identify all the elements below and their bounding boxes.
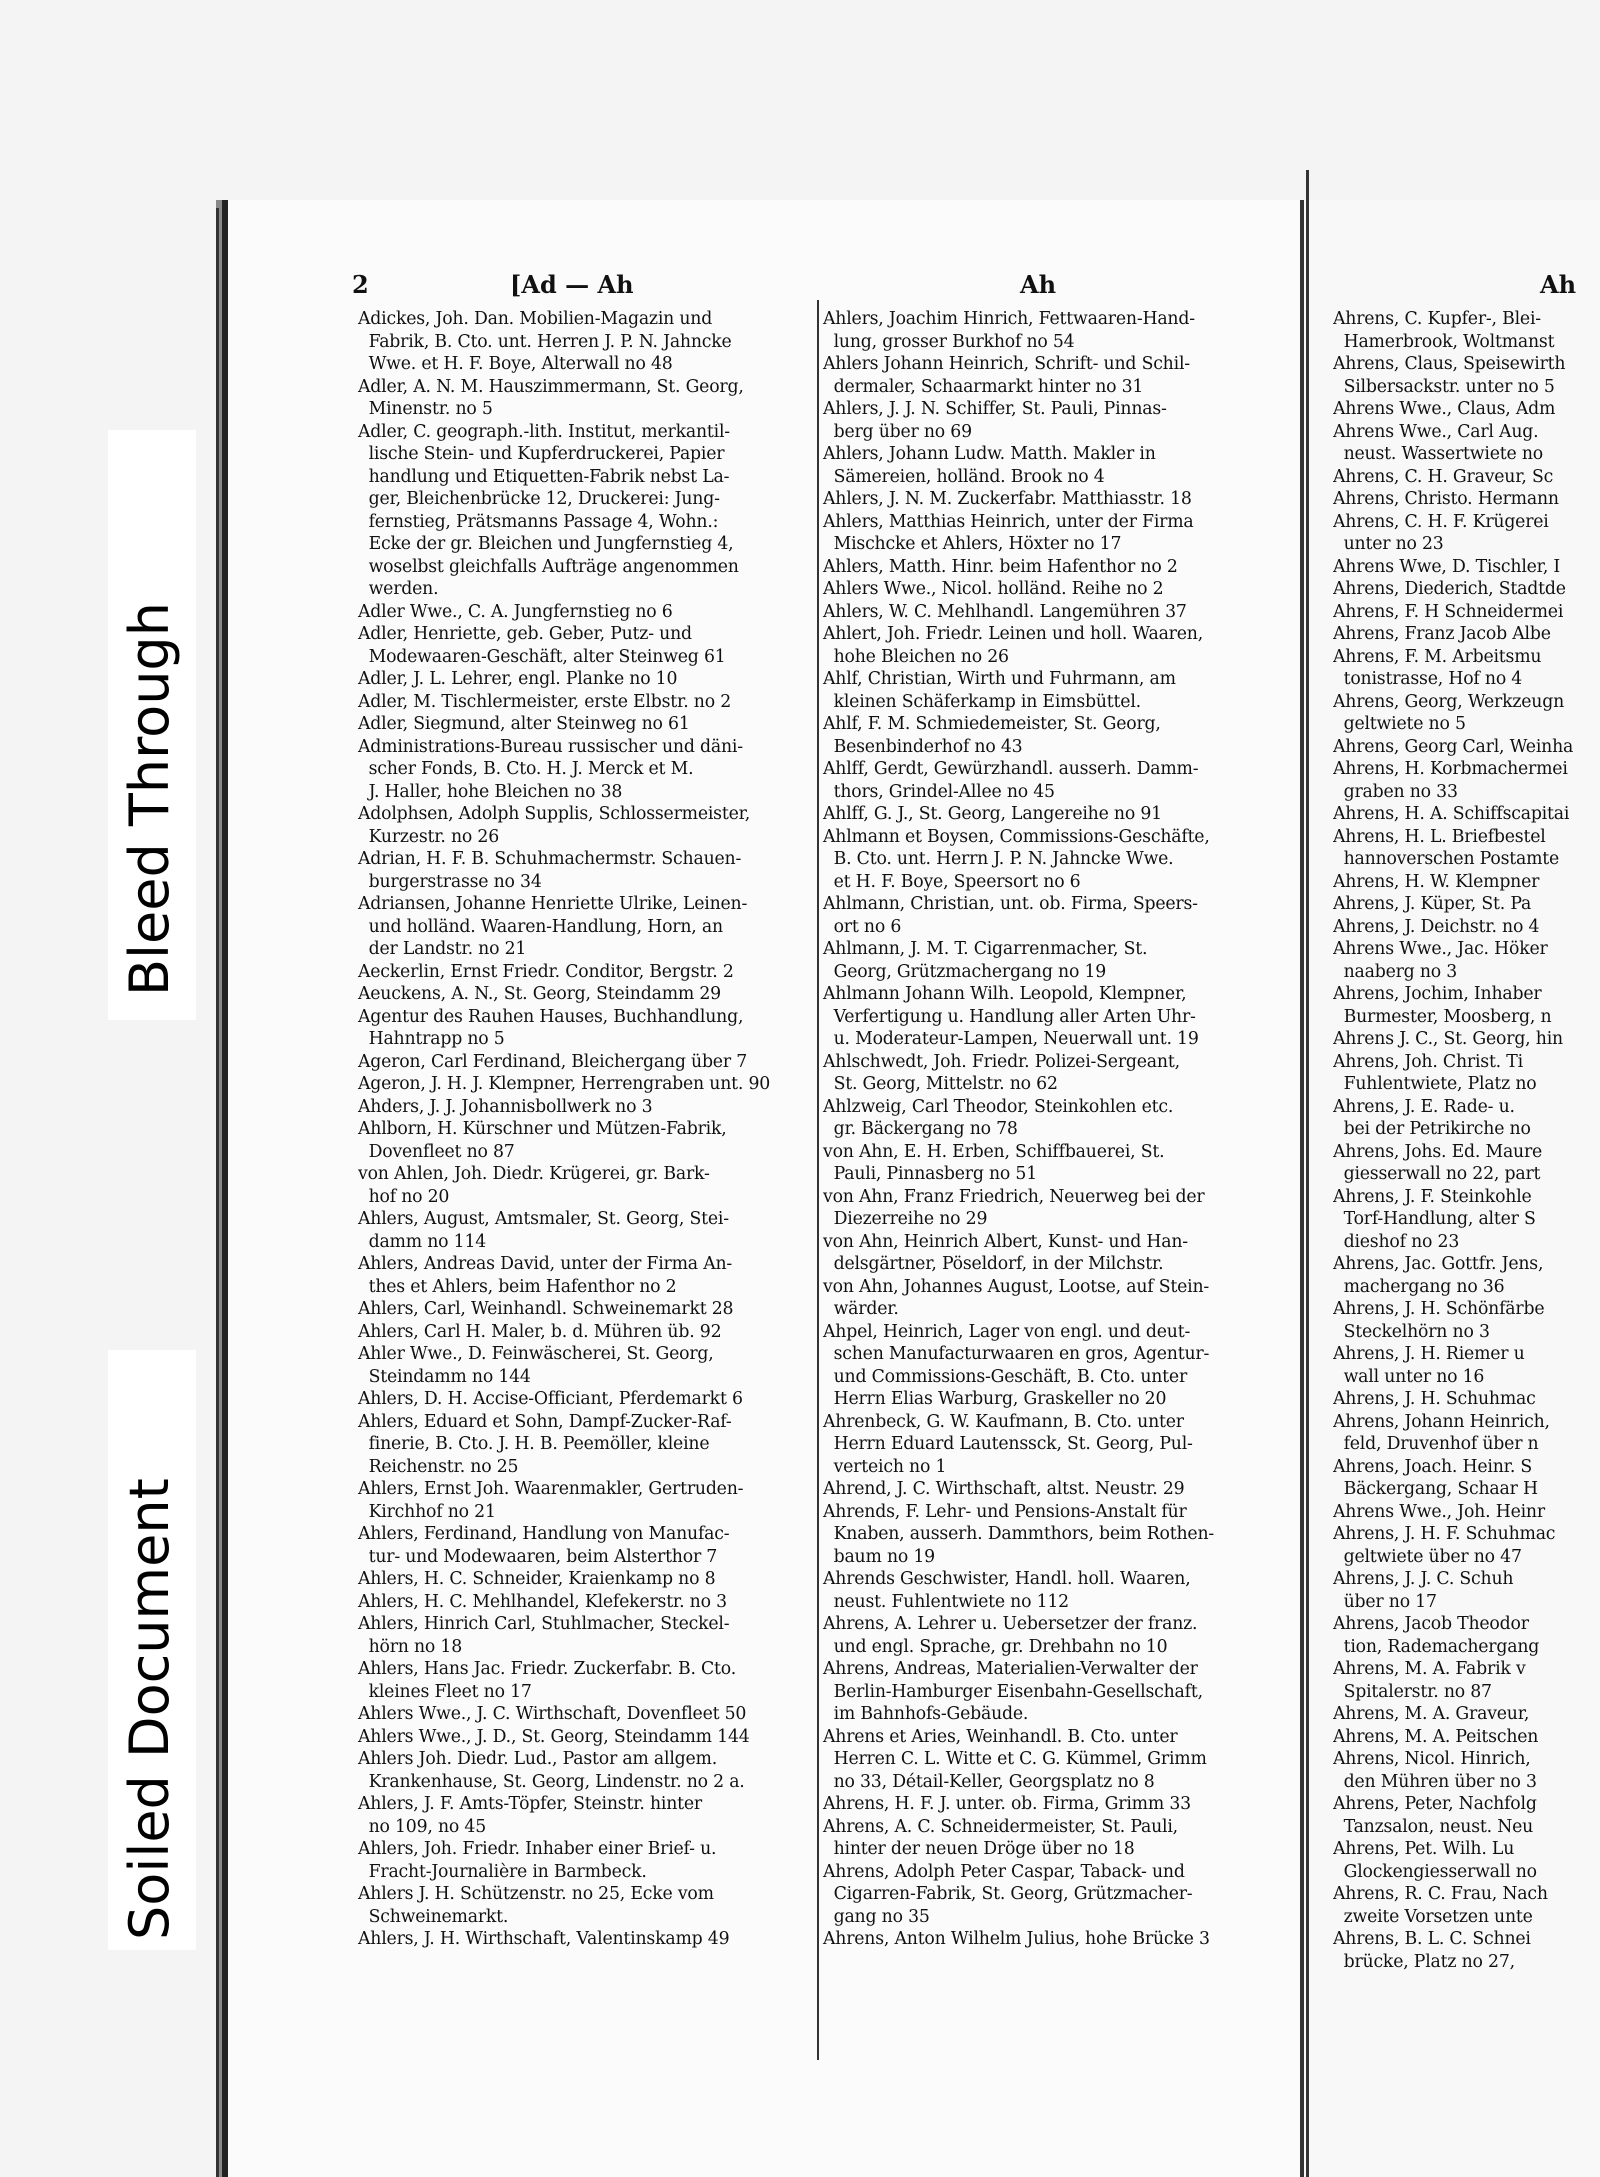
entry-line: Ahlers, J. F. Amts-Töpfer, Steinstr. hinter	[358, 1794, 702, 1814]
entry-line: berg über no 69	[823, 421, 972, 442]
entry-line: Ahrens, Pet. Wilh. Lu	[1333, 1839, 1515, 1859]
entry-line: J. Haller, hohe Bleichen no 38	[358, 781, 623, 802]
entry-line: Ahrens, Joach. Heinr. S	[1333, 1456, 1533, 1477]
entry-line: Verfertigung u. Handlung aller Arten Uhr-	[823, 1006, 1196, 1027]
bleed-through-label: Bleed Through	[118, 602, 181, 996]
entry-line: im Bahnhofs-Gebäude.	[823, 1704, 1029, 1724]
entry-line: Ahrens, Adolph Peter Caspar, Taback- und	[823, 1861, 1185, 1882]
entry-line: Adrian, H. F. B. Schuhmachermstr. Schauen-	[358, 849, 742, 869]
entry-line: der Landstr. no 21	[358, 939, 527, 959]
page-edge	[216, 208, 219, 2177]
entry-line: Ahrens, C. Kupfer-, Blei-	[1333, 309, 1541, 329]
entry-line: Glockengiesserwall no	[1333, 1861, 1537, 1882]
entry-line: Ahrens, A. C. Schneidermeister, St. Pauli,	[823, 1816, 1178, 1837]
entry-line: Krankenhause, St. Georg, Lindenstr. no 2 a.	[358, 1771, 745, 1792]
entry-line: Spitalerstr. no 87	[1333, 1681, 1492, 1702]
entry-line: lische Stein- und Kupferdruckerei, Papier	[358, 444, 725, 464]
entry-line: Ahlers, Andreas David, unter der Firma An-	[358, 1254, 733, 1274]
entry-line: Ahrens, Peter, Nachfolg	[1333, 1794, 1537, 1814]
entry-line: Ahlers, D. H. Accise-Officiant, Pferdemarkt 6	[358, 1389, 743, 1409]
entry-line: und holländ. Waaren-Handlung, Horn, an	[358, 916, 723, 937]
entry-line: Ahlers, Hinrich Carl, Stuhlmacher, Steckel-	[358, 1614, 730, 1634]
entry-line: Ahrens et Aries, Weinhandl. B. Cto. unter	[823, 1726, 1178, 1747]
entry-line: Ahler Wwe., D. Feinwäscherei, St. Georg,	[358, 1344, 714, 1364]
entry-line: Ahrens, Claus, Speisewirth	[1333, 354, 1566, 374]
entry-line: Ahrens, Jacob Theodor	[1333, 1614, 1529, 1634]
directory-column-3	[1333, 308, 1595, 2068]
entry-line: Adler, Henriette, geb. Geber, Putz- und	[358, 624, 692, 644]
entry-line: dieshof no 23	[1333, 1231, 1460, 1252]
entry-line: Ahrens Wwe., Joh. Heinr	[1333, 1501, 1545, 1522]
entry-line: Ahrens, M. A. Fabrik v	[1333, 1659, 1526, 1679]
entry-line: Ahlers, August, Amtsmaler, St. Georg, Stei-	[358, 1209, 729, 1229]
entry-line: von Ahn, Franz Friedrich, Neuerweg bei der	[823, 1186, 1205, 1207]
entry-line: no 109, no 45	[358, 1816, 487, 1837]
entry-line: Ahrens, C. H. F. Krügerei	[1333, 511, 1549, 532]
entry-line: Ahrens Wwe, D. Tischler, I	[1333, 556, 1561, 577]
entry-line: Adler, Siegmund, alter Steinweg no 61	[358, 714, 690, 734]
entry-line: fernstieg, Prätsmanns Passage 4, Wohn.:	[358, 511, 719, 532]
entry-line: naaberg no 3	[1333, 961, 1458, 982]
entry-line: Ahrens, Jac. Gottfr. Jens,	[1333, 1254, 1544, 1274]
entry-line: hohe Bleichen no 26	[823, 646, 1009, 667]
entry-line: Ahrens, R. C. Frau, Nach	[1333, 1884, 1548, 1904]
entry-line: St. Georg, Mittelstr. no 62	[823, 1074, 1058, 1094]
entry-line: Ahlers Joh. Diedr. Lud., Pastor am allgem.	[358, 1749, 718, 1769]
entry-line: geltwiete no 5	[1333, 714, 1466, 734]
entry-line: Ahrens, Johs. Ed. Maure	[1333, 1141, 1543, 1162]
entry-line: machergang no 36	[1333, 1276, 1505, 1297]
entry-line: dermaler, Schaarmarkt hinter no 31	[823, 376, 1144, 397]
entry-line: Ahrens, J. H. F. Schuhmac	[1333, 1524, 1556, 1544]
entry-line: Ahlers, H. C. Schneider, Kraienkamp no 8	[358, 1569, 716, 1589]
entry-line: ort no 6	[823, 916, 902, 937]
entry-line: Ahrens, Nicol. Hinrich,	[1333, 1749, 1531, 1769]
entry-line: Ahrens, H. A. Schiffscapitai	[1333, 804, 1570, 824]
entry-line: Ahlers J. H. Schützenstr. no 25, Ecke vom	[358, 1884, 714, 1904]
entry-line: Ahlers, Matthias Heinrich, unter der Firma	[823, 511, 1194, 532]
entry-line: Ahrens, H. L. Briefbestel	[1333, 826, 1546, 847]
entry-line: Wwe. et H. F. Boye, Alterwall no 48	[358, 354, 673, 374]
page-number: 2	[352, 270, 369, 299]
entry-line: Adolphsen, Adolph Supplis, Schlossermeister,	[358, 804, 751, 824]
entry-line: Ahlmann, Christian, unt. ob. Firma, Speers-	[823, 894, 1198, 914]
entry-line: Herren C. L. Witte et C. G. Kümmel, Grimm	[823, 1749, 1207, 1769]
entry-line: Ahrens, J. H. Riemer u	[1333, 1344, 1525, 1364]
soiled-document-label: Soiled Document	[118, 1478, 181, 1940]
running-head-left: [Ad — Ah	[510, 270, 634, 299]
entry-line: Fracht-Journalière in Barmbeck.	[358, 1861, 647, 1882]
entry-line: Knaben, ausserh. Dammthors, beim Rothen-	[823, 1524, 1215, 1544]
entry-line: Georg, Grützmachergang no 19	[823, 961, 1107, 982]
entry-line: delsgärtner, Pöseldorf, in der Milchstr.	[823, 1254, 1164, 1274]
entry-line: Ecke der gr. Bleichen und Jungfernstieg 4,	[358, 534, 734, 554]
entry-line: Ahlers, Matth. Hinr. beim Hafenthor no 2	[823, 556, 1178, 577]
entry-line: Ahrens, J. Küper, St. Pa	[1333, 894, 1532, 914]
entry-line: Berlin-Hamburger Eisenbahn-Gesellschaft,	[823, 1681, 1203, 1702]
entry-line: Aeuckens, A. N., St. Georg, Steindamm 29	[358, 984, 721, 1004]
entry-line: giesserwall no 22, part	[1333, 1164, 1541, 1184]
entry-line: thors, Grindel-Allee no 45	[823, 781, 1055, 802]
entry-line: Ahlers, Ferdinand, Handlung von Manufac-	[358, 1524, 730, 1544]
entry-line: Adler, M. Tischlermeister, erste Elbstr. no 2	[358, 691, 732, 712]
entry-line: Ahrend, J. C. Wirthschaft, altst. Neustr. 29	[823, 1479, 1185, 1499]
entry-line: unter no 23	[1333, 534, 1444, 554]
entry-line: hörn no 18	[358, 1636, 463, 1657]
entry-line: Ahlers, Hans Jac. Friedr. Zuckerfabr. B. Cto.	[358, 1659, 736, 1679]
entry-line: Ahrens Wwe., Carl Aug.	[1333, 421, 1539, 442]
entry-line: Silbersackstr. unter no 5	[1333, 376, 1555, 397]
entry-line: et H. F. Boye, Speersort no 6	[823, 871, 1081, 892]
entry-line: Ahlff, G. J., St. Georg, Langereihe no 91	[823, 804, 1162, 824]
column-divider	[817, 300, 819, 2060]
entry-line: Adriansen, Johanne Henriette Ulrike, Leinen-	[358, 894, 748, 914]
entry-line: Adickes, Joh. Dan. Mobilien-Magazin und	[358, 309, 713, 329]
entry-line: tur- und Modewaaren, beim Alsterthor 7	[358, 1546, 718, 1567]
entry-line: Ahlf, Christian, Wirth und Fuhrmann, am	[823, 669, 1176, 689]
entry-line: no 33, Détail-Keller, Georgsplatz no 8	[823, 1771, 1155, 1792]
entry-line: Ahrens, Christo. Hermann	[1333, 489, 1559, 509]
entry-line: Fuhlentwiete, Platz no	[1333, 1074, 1537, 1094]
entry-line: Ahlff, Gerdt, Gewürzhandl. ausserh. Damm-	[823, 759, 1199, 779]
entry-line: Ahrens Wwe., Jac. Höker	[1333, 939, 1548, 959]
entry-line: Ahrens, A. Lehrer u. Uebersetzer der franz.	[823, 1614, 1198, 1634]
entry-line: u. Moderateur-Lampen, Neuerwall unt. 19	[823, 1029, 1199, 1049]
entry-line: Ahrens, F. H Schneidermei	[1333, 601, 1564, 622]
entry-line: kleines Fleet no 17	[358, 1681, 532, 1702]
entry-line: Cigarren-Fabrik, St. Georg, Grützmacher-	[823, 1884, 1193, 1904]
directory-column-2	[823, 308, 1283, 1951]
entry-line: Ahrens, B. L. C. Schnei	[1333, 1929, 1531, 1949]
entry-line: Dovenfleet no 87	[358, 1141, 515, 1162]
entry-line: hannoverschen Postamte	[1333, 849, 1560, 869]
entry-line: Ahrens, Franz Jacob Albe	[1333, 624, 1551, 644]
entry-line: graben no 33	[1333, 781, 1458, 802]
entry-line: wärder.	[823, 1299, 899, 1319]
entry-line: Burmester, Moosberg, n	[1333, 1006, 1552, 1027]
entry-line: Ahlers, Johann Ludw. Matth. Makler in	[823, 444, 1156, 464]
entry-line: Ahrens, Diederich, Stadtde	[1333, 579, 1566, 599]
entry-line: scher Fonds, B. Cto. H. J. Merck et M.	[358, 759, 694, 779]
entry-line: Ahrens, F. M. Arbeitsmu	[1333, 646, 1542, 667]
entry-line: Ahlmann Johann Wilh. Leopold, Klempner,	[823, 984, 1187, 1004]
entry-line: Ahrens, J. E. Rade- u.	[1333, 1096, 1515, 1117]
entry-line: Ahlers, J. N. M. Zuckerfabr. Matthiasstr. 18	[823, 489, 1192, 509]
entry-line: Ahlers Wwe., J. D., St. Georg, Steindamm 144	[358, 1726, 750, 1747]
entry-line: Ahrens, M. A. Graveur,	[1333, 1704, 1530, 1724]
entry-line: Ahders, J. J. Johannisbollwerk no 3	[358, 1096, 653, 1117]
entry-line: Ahlborn, H. Kürschner und Mützen-Fabrik,	[358, 1119, 727, 1139]
entry-line: Ahrens, J. H. Schuhmac	[1333, 1389, 1536, 1409]
entry-line: neust. Wassertwiete no	[1333, 444, 1543, 464]
entry-line: zweite Vorsetzen unte	[1333, 1906, 1533, 1927]
entry-line: brücke, Platz no 27,	[1333, 1951, 1515, 1972]
entry-line: Ahlers, J. H. Wirthschaft, Valentinskamp 49	[358, 1929, 730, 1949]
entry-line: Ahrens, Jochim, Inhaber	[1333, 984, 1542, 1004]
entry-line: Adler, A. N. M. Hauszimmermann, St. Georg,	[358, 376, 744, 397]
entry-line: Ahrens Wwe., Claus, Adm	[1333, 399, 1556, 419]
entry-line: Steckelhörn no 3	[1333, 1321, 1490, 1342]
entry-line: Ahlers, H. C. Mehlhandel, Klefekerstr. no 3	[358, 1591, 727, 1612]
entry-line: Ahrends Geschwister, Handl. holl. Waaren,	[823, 1569, 1191, 1589]
page-gutter	[1306, 170, 1309, 2177]
entry-line: Ahlert, Joh. Friedr. Leinen und holl. Waaren,	[823, 624, 1203, 644]
entry-line: Ahrens, Georg, Werkzeugn	[1333, 691, 1564, 712]
entry-line: bei der Petrikirche no	[1333, 1119, 1531, 1139]
entry-line: Ahlzweig, Carl Theodor, Steinkohlen etc.	[823, 1096, 1174, 1117]
entry-line: ger, Bleichenbrücke 12, Druckerei: Jung-	[358, 489, 720, 509]
entry-line: Ahrens, J. H. Schönfärbe	[1333, 1299, 1545, 1319]
entry-line: Mischcke et Ahlers, Höxter no 17	[823, 534, 1122, 554]
entry-line: Ahrens, M. A. Peitschen	[1333, 1726, 1539, 1747]
entry-line: gr. Bäckergang no 78	[823, 1119, 1018, 1139]
entry-line: Ahrenbeck, G. W. Kaufmann, B. Cto. unter	[823, 1411, 1184, 1432]
entry-line: Ahpel, Heinrich, Lager von engl. und deut-	[823, 1321, 1191, 1342]
entry-line: Pauli, Pinnasberg no 51	[823, 1164, 1038, 1184]
entry-line: Ahlers, Carl H. Maler, b. d. Mühren üb. 92	[358, 1321, 722, 1342]
entry-line: tion, Rademachergang	[1333, 1636, 1540, 1657]
entry-line: handlung und Etiquetten-Fabrik nebst La-	[358, 466, 730, 487]
entry-line: Ahlers, Eduard et Sohn, Dampf-Zucker-Raf-	[358, 1411, 732, 1432]
entry-line: Ahrens, J. Deichstr. no 4	[1333, 916, 1540, 937]
entry-line: Ahrens, Johann Heinrich,	[1333, 1411, 1550, 1432]
entry-line: von Ahn, Heinrich Albert, Kunst- und Han-	[823, 1231, 1188, 1252]
entry-line: Ahrens, H. W. Klempner	[1333, 871, 1540, 892]
entry-line: Ahrens, Joh. Christ. Ti	[1333, 1051, 1523, 1072]
entry-line: baum no 19	[823, 1546, 935, 1567]
directory-column-1	[358, 308, 813, 1951]
entry-line: verteich no 1	[823, 1456, 947, 1477]
entry-line: werden.	[358, 579, 439, 599]
entry-line: Ahrends, F. Lehr- und Pensions-Anstalt für	[823, 1501, 1187, 1522]
entry-line: woselbst gleichfalls Aufträge angenommen	[358, 556, 739, 577]
entry-line: Ageron, J. H. J. Klempner, Herrengraben unt. 90	[358, 1074, 771, 1094]
entry-line: Reichenstr. no 25	[358, 1456, 519, 1477]
entry-line: Adler Wwe., C. A. Jungfernstieg no 6	[358, 601, 673, 622]
running-head-middle: Ah	[1020, 270, 1057, 299]
entry-line: Ahlers, Carl, Weinhandl. Schweinemarkt 28	[358, 1299, 734, 1319]
entry-line: Hahntrapp no 5	[358, 1029, 505, 1049]
entry-line: Ahlers Wwe., J. C. Wirthschaft, Dovenfleet 50	[358, 1704, 747, 1724]
entry-line: finerie, B. Cto. J. H. B. Peemöller, kleine	[358, 1434, 710, 1454]
entry-line: neust. Fuhlentwiete no 112	[823, 1591, 1069, 1612]
entry-line: Ahrens, Anton Wilhelm Julius, hohe Brücke 3	[823, 1929, 1210, 1949]
entry-line: Ahrens, Andreas, Materialien-Verwalter der	[823, 1659, 1198, 1679]
entry-line: Minenstr. no 5	[358, 399, 493, 419]
entry-line: Schweinemarkt.	[358, 1906, 509, 1927]
entry-line: Ahlers, Joachim Hinrich, Fettwaaren-Hand-	[823, 309, 1195, 329]
entry-line: Besenbinderhof no 43	[823, 736, 1023, 757]
entry-line: Ahlers, Joh. Friedr. Inhaber einer Brief- u.	[358, 1839, 717, 1859]
entry-line: Aeckerlin, Ernst Friedr. Conditor, Bergstr. 2	[358, 961, 734, 982]
entry-line: Ahlschwedt, Joh. Friedr. Polizei-Sergeant,	[823, 1051, 1180, 1072]
entry-line: lung, grosser Burkhof no 54	[823, 331, 1075, 352]
entry-line: Kurzestr. no 26	[358, 826, 500, 847]
entry-line: Adler, C. geograph.-lith. Institut, merkantil-	[358, 421, 730, 442]
entry-line: Ahrens, H. F. J. unter. ob. Firma, Grimm 33	[823, 1794, 1191, 1814]
entry-line: von Ahn, Johannes August, Lootse, auf Stein-	[823, 1276, 1210, 1297]
entry-line: über no 17	[1333, 1591, 1437, 1612]
entry-line: Agentur des Rauhen Hauses, Buchhandlung,	[358, 1006, 744, 1027]
entry-line: gang no 35	[823, 1906, 930, 1927]
entry-line: burgerstrasse no 34	[358, 871, 542, 892]
entry-line: hof no 20	[358, 1186, 450, 1207]
entry-line: wall unter no 16	[1333, 1366, 1485, 1387]
entry-line: Ahlmann, J. M. T. Cigarrenmacher, St.	[823, 939, 1148, 959]
entry-line: Ahlers, W. C. Mehlhandl. Langemühren 37	[823, 601, 1187, 622]
entry-line: Tanzsalon, neust. Neu	[1333, 1816, 1534, 1837]
entry-line: kleinen Schäferkamp in Eimsbüttel.	[823, 691, 1141, 712]
entry-line: Diezerreihe no 29	[823, 1209, 988, 1229]
entry-line: von Ahn, E. H. Erben, Schiffbauerei, St.	[823, 1141, 1165, 1162]
entry-line: damm no 114	[358, 1231, 487, 1252]
entry-line: Ahlers Wwe., Nicol. holländ. Reihe no 2	[823, 579, 1164, 599]
entry-line: hinter der neuen Dröge über no 18	[823, 1839, 1135, 1859]
entry-line: geltwiete über no 47	[1333, 1546, 1522, 1567]
entry-line: Administrations-Bureau russischer und däni-	[358, 736, 743, 757]
entry-line: Ahlers, Ernst Joh. Waarenmakler, Gertruden-	[358, 1479, 744, 1499]
entry-line: Herrn Eduard Lautenssck, St. Georg, Pul-	[823, 1434, 1193, 1454]
entry-line: Steindamm no 144	[358, 1366, 531, 1387]
entry-line: Ahrens J. C., St. Georg, hin	[1333, 1029, 1563, 1049]
entry-line: und engl. Sprache, gr. Drehbahn no 10	[823, 1636, 1168, 1657]
entry-line: Ahrens, J. J. C. Schuh	[1333, 1569, 1514, 1589]
entry-line: Ahlf, F. M. Schmiedemeister, St. Georg,	[823, 714, 1161, 734]
running-head-right: Ah	[1540, 270, 1577, 299]
entry-line: Ahrens, Georg Carl, Weinha	[1333, 736, 1574, 757]
entry-line: Ahlmann et Boysen, Commissions-Geschäfte,	[823, 826, 1210, 847]
entry-line: feld, Druvenhof über n	[1333, 1434, 1539, 1454]
entry-line: schen Manufacturwaaren en gros, Agentur-	[823, 1344, 1210, 1364]
entry-line: tonistrasse, Hof no 4	[1333, 669, 1523, 689]
entry-line: Sämereien, holländ. Brook no 4	[823, 466, 1105, 487]
entry-line: Hamerbrook, Woltmanst	[1333, 331, 1555, 352]
entry-line: Ahrens, J. F. Steinkohle	[1333, 1186, 1532, 1207]
entry-line: Ahlers, J. J. N. Schiffer, St. Pauli, Pinnas-	[823, 399, 1167, 419]
entry-line: Adler, J. L. Lehrer, engl. Planke no 10	[358, 669, 678, 689]
entry-line: Fabrik, B. Cto. unt. Herren J. P. N. Jahncke	[358, 331, 732, 352]
entry-line: B. Cto. unt. Herrn J. P. N. Jahncke Wwe.	[823, 849, 1174, 869]
entry-line: Ahlers Johann Heinrich, Schrift- und Schil-	[823, 354, 1190, 374]
entry-line: Ageron, Carl Ferdinand, Bleichergang über 7	[358, 1051, 747, 1072]
entry-line: den Mühren über no 3	[1333, 1771, 1537, 1792]
entry-line: Kirchhof no 21	[358, 1501, 496, 1522]
entry-line: und Commissions-Geschäft, B. Cto. unter	[823, 1366, 1188, 1387]
entry-line: Modewaaren-Geschäft, alter Steinweg 61	[358, 646, 726, 667]
entry-line: Ahrens, H. Korbmachermei	[1333, 759, 1568, 779]
entry-line: Ahrens, C. H. Graveur, Sc	[1333, 466, 1554, 487]
entry-line: Herrn Elias Warburg, Graskeller no 20	[823, 1389, 1167, 1409]
entry-line: von Ahlen, Joh. Diedr. Krügerei, gr. Bark-	[358, 1164, 710, 1184]
entry-line: Torf-Handlung, alter S	[1333, 1209, 1536, 1229]
entry-line: Bäckergang, Schaar H	[1333, 1479, 1538, 1499]
entry-line: thes et Ahlers, beim Hafenthor no 2	[358, 1276, 677, 1297]
